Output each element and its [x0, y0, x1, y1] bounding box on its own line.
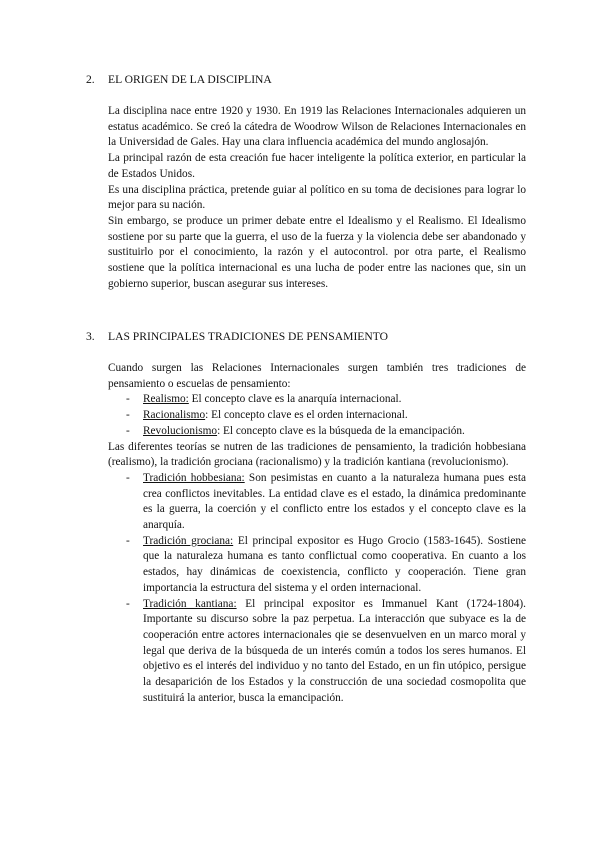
traditions-list — [108, 471, 526, 707]
section-title: EL ORIGEN DE LA DISCIPLINA — [108, 73, 272, 86]
paragraph: Es una disciplina práctica, pretende guiar al político en su toma de decisiones para lograr lo mejor para su nación. — [108, 183, 526, 212]
concept-term: Revolucionismo — [143, 424, 218, 437]
concept-text: : El concepto clave es la búsqueda de la emancipación. — [217, 424, 465, 437]
tradition-term: Tradición grociana: — [143, 534, 234, 547]
section-2-body — [108, 104, 526, 292]
concept-term: Realismo: — [143, 393, 189, 406]
list-item: - Tradición kantiana: El principal expositor es Immanuel Kant (1724-1804). Importante su discurso sobre la paz perpetua. La interacción que subyace es la de cooperación entre actores internacionales qie se desenvuelven en un marco moral y legal que deriva de la búsqueda de un interés común a todos los seres humanos. El objetivo es el interés del individuo y no tanto del Estado, en un fin utópico, persigue la desaparición de los Estados y la construcción de una sociedad cosmopolita que sustituirá la anterior, busca la emancipación. — [126, 597, 526, 704]
paragraph: La principal razón de esta creación fue hacer inteligente la política exterior, en particular la de Estados Unidos. — [108, 152, 526, 180]
concept-term: Racionalismo — [143, 409, 206, 422]
bridge-paragraph: Las diferentes teorías se nutren de las tradiciones de pensamiento, la tradición hobbesiana (realismo), la tradición grociana (racionalismo) y la tradición kantiana (revolucionismo). — [108, 440, 526, 469]
concept-text: El concepto clave es la anarquía internacional. — [188, 393, 402, 406]
tradition-text: Son pesimistas en cuanto a la naturaleza humana pues esta crea conflictos inevitables. La entidad clave es el estado, la dinámica predominante es la guerra, la coerción y el conflicto entre los estados y el concepto clave es la anarquía. — [143, 471, 526, 532]
section-2-heading — [86, 72, 272, 88]
paragraph: La disciplina nace entre 1920 y 1930. En 1919 las Relaciones Internacionales adquieren un estatus académico. Se creó la cátedra de Woodrow Wilson de Relaciones Internacionales en la Universidad de Gales. Hay una clara influencia académica del mundo anglosajón. — [108, 105, 526, 149]
list-item: - Realismo: El concepto clave es la anarquía internacional. — [126, 393, 402, 406]
list-item: - Revolucionismo: El concepto clave es la búsqueda de la emancipación. — [126, 424, 465, 437]
tradition-text: El principal expositor es Immanuel Kant (1724-1804). Importante su discurso sobre la paz perpetua. La interacción que subyace es la de cooperación entre actores internacionales qie se desenvuelven en un marco moral y legal que deriva de la búsqueda de un interés común a todos los seres humanos. El objetivo es el interés del individuo y no tanto del Estado, en un fin utópico, persigue la desaparición de los Estados y la construcción de una sociedad cosmopolita que sustituirá la anterior, busca la emancipación. — [143, 597, 526, 704]
section-number: 2. — [86, 73, 95, 86]
section-3-body — [108, 361, 526, 706]
section-3-heading — [86, 329, 388, 345]
tradition-text: El principal expositor es Hugo Grocio (1583-1645). Sostiene que la naturaleza humana es tanto conflictual como cooperativa. En cuanto a los estados, hay dinámicas de coexistencia, conflicto y cooperación. Tiene gran importancia la estructura del sistema y el orden internacional. — [143, 534, 526, 594]
concepts-list — [108, 392, 526, 439]
tradition-term: Tradición kantiana: — [143, 597, 237, 610]
section-number: 3. — [86, 330, 95, 343]
section-title: LAS PRINCIPALES TRADICIONES DE PENSAMIENTO — [108, 330, 388, 343]
paragraph: Sin embargo, se produce un primer debate entre el Idealismo y el Realismo. El Idealismo sostiene por su parte que la guerra, el uso de la fuerza y la violencia debe ser abandonado y sustituirlo por el conocimiento, la razón y el autocontrol. por otra parte, el Realismo sostiene que la política internacional es una lucha de poder entre las naciones que, sin un gobierno superior, buscan asegurar sus intereses. — [108, 214, 526, 290]
list-item: - Racionalismo: El concepto clave es el orden internacional. — [126, 409, 408, 422]
concept-text: : El concepto clave es el orden internacional. — [205, 409, 408, 422]
list-item: - Tradición hobbesiana: Son pesimistas en cuanto a la naturaleza humana pues esta crea conflictos inevitables. La entidad clave es el estado, la dinámica predominante es la guerra, la coerción y el conflicto entre los estados y el concepto clave es la anarquía. — [126, 471, 526, 532]
intro-paragraph: Cuando surgen las Relaciones Internacionales surgen también tres tradiciones de pensamiento o escuelas de pensamiento: — [108, 362, 526, 390]
tradition-term: Tradición hobbesiana: — [143, 471, 245, 484]
list-item: - Tradición grociana: El principal expositor es Hugo Grocio (1583-1645). Sostiene que la naturaleza humana es tanto conflictual como cooperativa. En cuanto a los estados, hay dinámicas de coexistencia, conflicto y cooperación. Tiene gran importancia la estructura del sistema y el orden internacional. — [126, 534, 526, 594]
